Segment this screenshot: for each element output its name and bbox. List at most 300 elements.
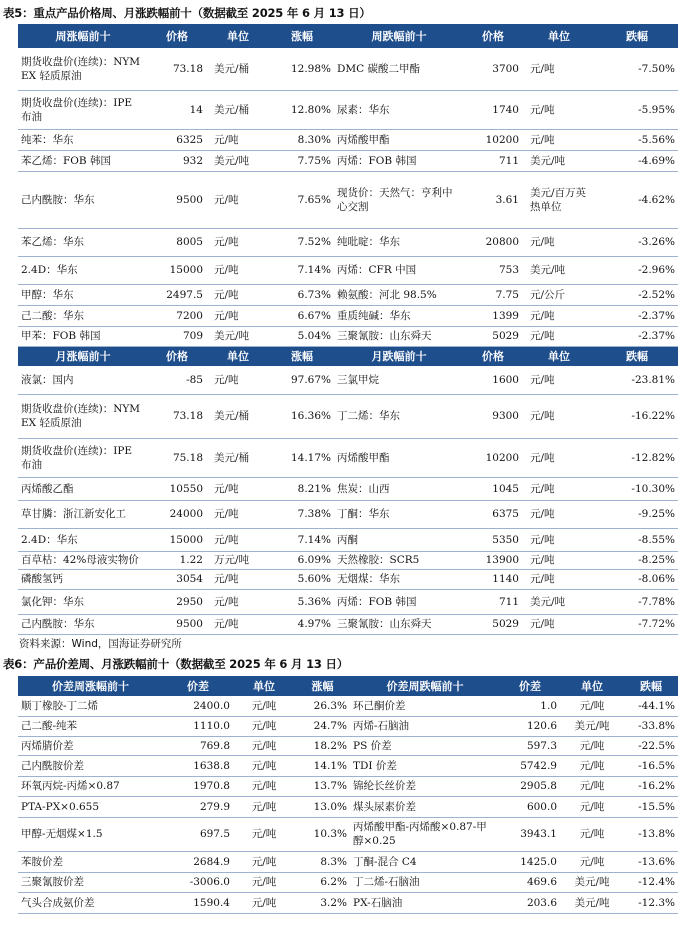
change-pct: -16.2% <box>624 776 678 796</box>
price-unit: 元/吨 <box>522 438 596 477</box>
spread-header-row <box>18 676 678 696</box>
price-unit: 元/吨 <box>560 796 624 817</box>
product-name: 丙酮 <box>334 528 464 551</box>
price-value: 9500 <box>148 614 206 634</box>
change-pct: -8.55% <box>596 528 678 551</box>
price-value: 24000 <box>148 500 206 528</box>
product-name: 丁酮：华东 <box>334 500 464 528</box>
price-value: 932 <box>148 150 206 171</box>
price-unit: 元/吨 <box>233 851 295 872</box>
change-pct: 6.67% <box>270 305 334 326</box>
unit-col-header: 单位 <box>206 346 270 366</box>
product-name: 期货收盘价(连续)：IPE 布油 <box>18 90 148 129</box>
price-value: 1590.4 <box>163 892 233 913</box>
change-pct: 12.98% <box>270 48 334 90</box>
table-row <box>18 551 678 569</box>
change-pct: -13.6% <box>624 851 678 872</box>
gainer-col-header: 价差周涨幅前十 <box>18 676 163 696</box>
price-unit: 元/吨 <box>233 817 295 851</box>
change-pct: 7.14% <box>270 256 334 284</box>
price-value: 709 <box>148 326 206 346</box>
price-value: -3006.0 <box>163 872 233 892</box>
table-row <box>18 796 678 817</box>
table-row <box>18 569 678 589</box>
price-unit: 元/吨 <box>522 228 596 256</box>
price-value: 7.75 <box>464 284 522 305</box>
price-unit: 元/吨 <box>233 892 295 913</box>
change-pct: -15.5% <box>624 796 678 817</box>
table-row <box>18 776 678 796</box>
price-value: 1970.8 <box>163 776 233 796</box>
product-name: 苯胺价差 <box>18 851 163 872</box>
price-unit: 元/吨 <box>233 776 295 796</box>
price-unit: 元/吨 <box>522 305 596 326</box>
product-name: PTA-PX×0.655 <box>18 796 163 817</box>
price-value: 753 <box>464 256 522 284</box>
price-unit: 元/吨 <box>522 366 596 394</box>
price-value: 3054 <box>148 569 206 589</box>
price-unit: 美元/桶 <box>206 394 270 438</box>
change-pct: -13.8% <box>624 817 678 851</box>
price-unit: 元/吨 <box>522 569 596 589</box>
price-unit: 美元/吨 <box>206 326 270 346</box>
table-row <box>18 326 678 346</box>
price-unit: 元/吨 <box>206 614 270 634</box>
price-value: 20800 <box>464 228 522 256</box>
product-name: 己内酰胺价差 <box>18 755 163 776</box>
table-row <box>18 477 678 500</box>
price-value: -85 <box>148 366 206 394</box>
product-name: 三氯甲烷 <box>334 366 464 394</box>
table-row <box>18 129 678 150</box>
change-pct: 18.2% <box>295 736 350 755</box>
price-unit: 元/吨 <box>233 716 295 736</box>
price-unit: 美元/百万英热单位 <box>522 171 596 228</box>
change-pct: -4.62% <box>596 171 678 228</box>
product-name: 环己酮价差 <box>350 696 500 716</box>
price-unit: 元/吨 <box>206 171 270 228</box>
change-pct: 10.3% <box>295 817 350 851</box>
change-pct: -44.1% <box>624 696 678 716</box>
product-name: 纯吡啶：华东 <box>334 228 464 256</box>
price-unit: 元/吨 <box>206 305 270 326</box>
change-pct: -5.56% <box>596 129 678 150</box>
table-row <box>18 90 678 129</box>
price-unit: 美元/吨 <box>560 716 624 736</box>
product-name: 丙烯：CFR 中国 <box>334 256 464 284</box>
price-unit: 元/公斤 <box>522 284 596 305</box>
price-col-header: 价差 <box>500 676 560 696</box>
product-name: 煤头尿素价差 <box>350 796 500 817</box>
product-name: 丙烯酸乙酯 <box>18 477 148 500</box>
loser-col-header: 价差周跌幅前十 <box>350 676 500 696</box>
product-name: 甲醇-无烟煤×1.5 <box>18 817 163 851</box>
price-unit: 元/吨 <box>206 500 270 528</box>
price-unit: 元/吨 <box>522 551 596 569</box>
change-pct: 7.75% <box>270 150 334 171</box>
price-value: 7200 <box>148 305 206 326</box>
table-row <box>18 305 678 326</box>
price-value: 1425.0 <box>500 851 560 872</box>
table-row <box>18 150 678 171</box>
price-unit: 美元/桶 <box>206 90 270 129</box>
product-name: PX-石脑油 <box>350 892 500 913</box>
price-value: 9500 <box>148 171 206 228</box>
product-name: 苯乙烯：华东 <box>18 228 148 256</box>
change-pct: -3.26% <box>596 228 678 256</box>
price-unit: 美元/桶 <box>206 438 270 477</box>
change-pct: 13.0% <box>295 796 350 817</box>
change-pct: -4.69% <box>596 150 678 171</box>
price-value: 10200 <box>464 129 522 150</box>
price-value: 1600 <box>464 366 522 394</box>
price-value: 5029 <box>464 614 522 634</box>
table-row <box>18 892 678 913</box>
change-pct: -2.37% <box>596 305 678 326</box>
product-name: 氯化钾：华东 <box>18 589 148 614</box>
table-row <box>18 284 678 305</box>
unit-col-header: 单位 <box>560 676 624 696</box>
product-name: 己二酸-纯苯 <box>18 716 163 736</box>
price-unit: 元/吨 <box>206 284 270 305</box>
price-value: 73.18 <box>148 48 206 90</box>
price-value: 8005 <box>148 228 206 256</box>
price-col-header: 价差 <box>163 676 233 696</box>
spread-change-table <box>18 676 678 914</box>
change-pct: 5.04% <box>270 326 334 346</box>
fall-col-header: 跌幅 <box>624 676 678 696</box>
product-name: 丙烯-石脑油 <box>350 716 500 736</box>
product-name: 液氯：国内 <box>18 366 148 394</box>
change-pct: 4.97% <box>270 614 334 634</box>
price-change-table <box>18 24 678 635</box>
price-unit: 元/吨 <box>522 48 596 90</box>
change-pct: 14.17% <box>270 438 334 477</box>
price-unit: 元/吨 <box>522 614 596 634</box>
change-pct: 97.67% <box>270 366 334 394</box>
price-value: 3700 <box>464 48 522 90</box>
product-name: 重质纯碱：华东 <box>334 305 464 326</box>
price-col-header: 价格 <box>464 346 522 366</box>
table-row <box>18 228 678 256</box>
price-unit: 美元/吨 <box>560 892 624 913</box>
price-value: 120.6 <box>500 716 560 736</box>
table-row <box>18 817 678 851</box>
price-value: 1045 <box>464 477 522 500</box>
price-unit: 元/吨 <box>206 129 270 150</box>
change-pct: -10.30% <box>596 477 678 500</box>
change-pct: 8.3% <box>295 851 350 872</box>
rise-col-header: 涨幅 <box>270 24 334 48</box>
product-name: 草甘膦：浙江新安化工 <box>18 500 148 528</box>
product-name: 甲醇：华东 <box>18 284 148 305</box>
price-value: 1740 <box>464 90 522 129</box>
price-value: 711 <box>464 150 522 171</box>
product-name: 磷酸氢钙 <box>18 569 148 589</box>
change-pct: 13.7% <box>295 776 350 796</box>
price-value: 203.6 <box>500 892 560 913</box>
change-pct: 5.36% <box>270 589 334 614</box>
price-col-header: 价格 <box>148 24 206 48</box>
price-value: 711 <box>464 589 522 614</box>
rise-col-header: 涨幅 <box>295 676 350 696</box>
product-name: 焦炭：山西 <box>334 477 464 500</box>
change-pct: 8.30% <box>270 129 334 150</box>
product-name: 气头合成氨价差 <box>18 892 163 913</box>
change-pct: 26.3% <box>295 696 350 716</box>
price-unit: 元/吨 <box>522 528 596 551</box>
table-row <box>18 171 678 228</box>
product-name: 丁二烯-石脑油 <box>350 872 500 892</box>
price-value: 10550 <box>148 477 206 500</box>
price-unit: 元/吨 <box>522 326 596 346</box>
unit-col-header: 单位 <box>522 346 596 366</box>
price-unit: 元/吨 <box>560 736 624 755</box>
price-value: 600.0 <box>500 796 560 817</box>
change-pct: -16.5% <box>624 755 678 776</box>
product-name: 锦纶长丝价差 <box>350 776 500 796</box>
price-unit: 元/吨 <box>233 736 295 755</box>
table-row <box>18 736 678 755</box>
unit-col-header: 单位 <box>233 676 295 696</box>
product-name: 无烟煤：华东 <box>334 569 464 589</box>
price-unit: 元/吨 <box>560 776 624 796</box>
change-pct: -8.25% <box>596 551 678 569</box>
change-pct: -33.8% <box>624 716 678 736</box>
price-value: 1110.0 <box>163 716 233 736</box>
price-unit: 元/吨 <box>206 528 270 551</box>
product-name: 期货收盘价(连续)：IPE 布油 <box>18 438 148 477</box>
price-unit: 元/吨 <box>522 129 596 150</box>
product-name: 2.4D：华东 <box>18 528 148 551</box>
product-name: 三聚氰胺价差 <box>18 872 163 892</box>
price-unit: 元/吨 <box>233 796 295 817</box>
product-name: 尿素：华东 <box>334 90 464 129</box>
table-row <box>18 614 678 634</box>
change-pct: -2.52% <box>596 284 678 305</box>
change-pct: -2.96% <box>596 256 678 284</box>
price-value: 1399 <box>464 305 522 326</box>
product-name: 丁二烯：华东 <box>334 394 464 438</box>
product-name: DMC 碳酸二甲酯 <box>334 48 464 90</box>
price-value: 5029 <box>464 326 522 346</box>
table-row <box>18 366 678 394</box>
product-name: 环氧丙烷-丙烯×0.87 <box>18 776 163 796</box>
gainer-col-header: 周涨幅前十 <box>18 24 148 48</box>
price-value: 1140 <box>464 569 522 589</box>
change-pct: -23.81% <box>596 366 678 394</box>
change-pct: -16.22% <box>596 394 678 438</box>
price-value: 769.8 <box>163 736 233 755</box>
product-name: 苯乙烯：FOB 韩国 <box>18 150 148 171</box>
price-unit: 元/吨 <box>206 366 270 394</box>
product-name: 赖氨酸：河北 98.5% <box>334 284 464 305</box>
price-unit: 美元/吨 <box>206 150 270 171</box>
change-pct: -12.4% <box>624 872 678 892</box>
loser-col-header: 月跌幅前十 <box>334 346 464 366</box>
price-value: 3943.1 <box>500 817 560 851</box>
product-name: TDI 价差 <box>350 755 500 776</box>
price-value: 2950 <box>148 589 206 614</box>
price-unit: 元/吨 <box>522 394 596 438</box>
table5-caption: 表5：重点产品价格周、月涨跌幅前十（数据截至 2025 年 6 月 13 日） <box>3 6 371 20</box>
price-col-header: 价格 <box>148 346 206 366</box>
table-row <box>18 872 678 892</box>
table-row <box>18 438 678 477</box>
price-value: 5350 <box>464 528 522 551</box>
table-row <box>18 394 678 438</box>
table-row <box>18 48 678 90</box>
price-value: 597.3 <box>500 736 560 755</box>
change-pct: -22.5% <box>624 736 678 755</box>
price-unit: 美元/吨 <box>522 589 596 614</box>
product-name: 己二酸：华东 <box>18 305 148 326</box>
loser-col-header: 周跌幅前十 <box>334 24 464 48</box>
change-pct: 7.38% <box>270 500 334 528</box>
price-value: 2497.5 <box>148 284 206 305</box>
price-unit: 元/吨 <box>233 872 295 892</box>
product-name: 丙烯酸甲酯 <box>334 129 464 150</box>
price-value: 2684.9 <box>163 851 233 872</box>
price-unit: 美元/桶 <box>206 48 270 90</box>
price-unit: 元/吨 <box>206 569 270 589</box>
price-value: 1638.8 <box>163 755 233 776</box>
price-value: 10200 <box>464 438 522 477</box>
product-name: 纯苯：华东 <box>18 129 148 150</box>
product-name: 丙烯：FOB 韩国 <box>334 150 464 171</box>
price-unit: 元/吨 <box>233 755 295 776</box>
price-value: 2905.8 <box>500 776 560 796</box>
product-name: 三聚氰胺：山东舜天 <box>334 614 464 634</box>
change-pct: -5.95% <box>596 90 678 129</box>
product-name: 己内酰胺：华东 <box>18 614 148 634</box>
table-row <box>18 528 678 551</box>
price-value: 13900 <box>464 551 522 569</box>
price-value: 15000 <box>148 528 206 551</box>
change-pct: -2.37% <box>596 326 678 346</box>
change-pct: 6.09% <box>270 551 334 569</box>
product-name: 顺丁橡胶-丁二烯 <box>18 696 163 716</box>
price-value: 279.9 <box>163 796 233 817</box>
table6-caption: 表6：产品价差周、月涨跌幅前十（数据截至 2025 年 6 月 13 日） <box>3 657 349 671</box>
change-pct: -9.25% <box>596 500 678 528</box>
product-name: 丙烯：FOB 韩国 <box>334 589 464 614</box>
price-unit: 万元/吨 <box>206 551 270 569</box>
product-name: 期货收盘价(连续)：NYMEX 轻质原油 <box>18 48 148 90</box>
product-name: 丙烯酸甲酯-丙烯酸×0.87-甲醇×0.25 <box>350 817 500 851</box>
price-unit: 元/吨 <box>522 90 596 129</box>
table-row <box>18 755 678 776</box>
price-value: 75.18 <box>148 438 206 477</box>
unit-col-header: 单位 <box>206 24 270 48</box>
price-value: 14 <box>148 90 206 129</box>
rise-col-header: 涨幅 <box>270 346 334 366</box>
price-value: 469.6 <box>500 872 560 892</box>
price-value: 5742.9 <box>500 755 560 776</box>
price-value: 6375 <box>464 500 522 528</box>
price-unit: 元/吨 <box>560 817 624 851</box>
price-unit: 元/吨 <box>206 256 270 284</box>
change-pct: 7.52% <box>270 228 334 256</box>
price-unit: 元/吨 <box>560 696 624 716</box>
fall-col-header: 跌幅 <box>596 24 678 48</box>
table-row <box>18 589 678 614</box>
fall-col-header: 跌幅 <box>596 346 678 366</box>
price-unit: 美元/吨 <box>560 872 624 892</box>
table-row <box>18 500 678 528</box>
price-unit: 元/吨 <box>560 851 624 872</box>
price-value: 697.5 <box>163 817 233 851</box>
price-value: 1.0 <box>500 696 560 716</box>
change-pct: 12.80% <box>270 90 334 129</box>
product-name: 甲苯：FOB 韩国 <box>18 326 148 346</box>
product-name: 三聚氰胺：山东舜天 <box>334 326 464 346</box>
change-pct: 5.60% <box>270 569 334 589</box>
price-value: 1.22 <box>148 551 206 569</box>
price-value: 3.61 <box>464 171 522 228</box>
price-unit: 元/吨 <box>522 477 596 500</box>
change-pct: -7.50% <box>596 48 678 90</box>
change-pct: -7.72% <box>596 614 678 634</box>
table-row <box>18 716 678 736</box>
change-pct: 6.2% <box>295 872 350 892</box>
product-name: 2.4D：华东 <box>18 256 148 284</box>
price-unit: 元/吨 <box>206 477 270 500</box>
table-row <box>18 851 678 872</box>
change-pct: -8.06% <box>596 569 678 589</box>
change-pct: 6.73% <box>270 284 334 305</box>
product-name: 期货收盘价(连续)：NYMEX 轻质原油 <box>18 394 148 438</box>
weekly-header-row <box>18 24 678 48</box>
price-unit: 美元/吨 <box>522 150 596 171</box>
product-name: 丙烯酸甲酯 <box>334 438 464 477</box>
gainer-col-header: 月涨幅前十 <box>18 346 148 366</box>
change-pct: 3.2% <box>295 892 350 913</box>
price-col-header: 价格 <box>464 24 522 48</box>
price-value: 15000 <box>148 256 206 284</box>
price-unit: 元/吨 <box>233 696 295 716</box>
change-pct: 8.21% <box>270 477 334 500</box>
price-unit: 元/吨 <box>522 500 596 528</box>
change-pct: 7.14% <box>270 528 334 551</box>
price-unit: 元/吨 <box>206 228 270 256</box>
price-value: 73.18 <box>148 394 206 438</box>
table-row <box>18 256 678 284</box>
product-name: 己内酰胺：华东 <box>18 171 148 228</box>
price-value: 2400.0 <box>163 696 233 716</box>
product-name: 丙烯腈价差 <box>18 736 163 755</box>
price-unit: 元/吨 <box>206 589 270 614</box>
change-pct: 16.36% <box>270 394 334 438</box>
change-pct: 24.7% <box>295 716 350 736</box>
monthly-header-row <box>18 346 678 366</box>
change-pct: -7.78% <box>596 589 678 614</box>
change-pct: 14.1% <box>295 755 350 776</box>
table-row <box>18 696 678 716</box>
product-name: 百草枯：42%母液实物价 <box>18 551 148 569</box>
change-pct: -12.3% <box>624 892 678 913</box>
price-unit: 美元/吨 <box>522 256 596 284</box>
price-value: 9300 <box>464 394 522 438</box>
change-pct: -12.82% <box>596 438 678 477</box>
change-pct: 7.65% <box>270 171 334 228</box>
source-note: 资料来源：Wind，国海证券研究所 <box>19 638 182 650</box>
product-name: 丁酮-混合 C4 <box>350 851 500 872</box>
unit-col-header: 单位 <box>522 24 596 48</box>
product-name: 天然橡胶：SCR5 <box>334 551 464 569</box>
price-value: 6325 <box>148 129 206 150</box>
price-unit: 元/吨 <box>560 755 624 776</box>
